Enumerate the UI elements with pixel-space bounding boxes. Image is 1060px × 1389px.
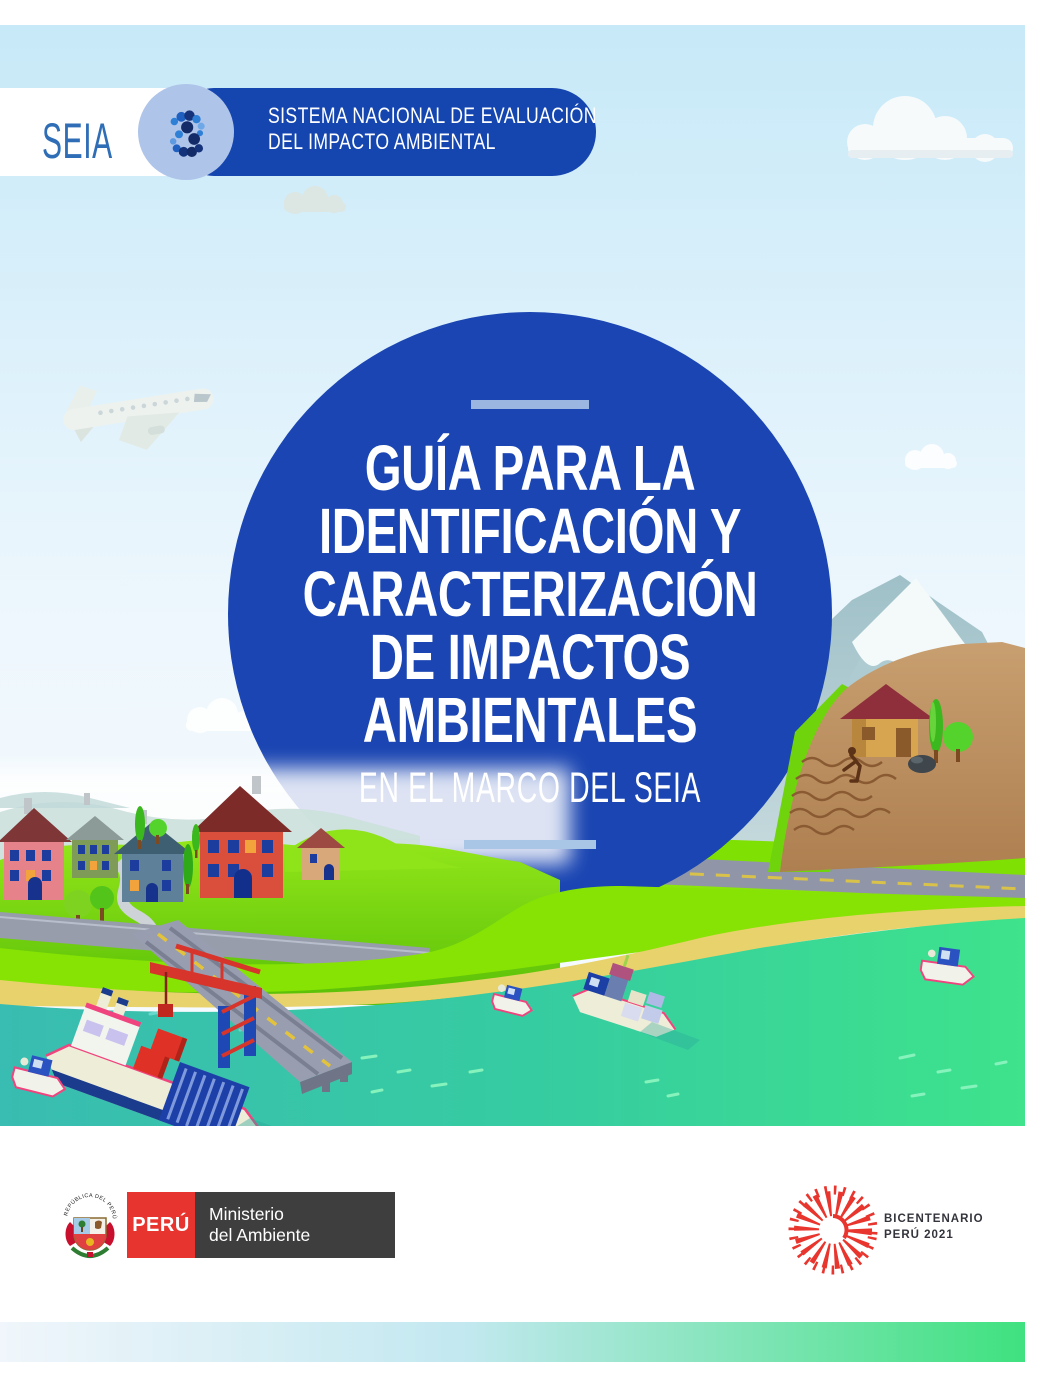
title-dash-bottom <box>464 840 596 849</box>
bicentenario-line2: PERÚ 2021 <box>884 1228 954 1241</box>
cover-title-block <box>170 400 890 849</box>
title-line: CARACTERIZACIÓN <box>302 558 758 630</box>
cover-title <box>264 432 797 756</box>
title-line: AMBIENTALES <box>362 684 698 756</box>
ministry-line2: del Ambiente <box>209 1225 311 1245</box>
coat-arc-text: REPÚBLICA DEL PERÚ <box>63 1192 118 1220</box>
system-name-line1: SISTEMA NACIONAL DE EVALUACIÓN <box>268 103 597 128</box>
seia-wordmark: SEIA <box>42 113 113 169</box>
ministry-logo <box>127 1192 395 1258</box>
seia-logo-badge <box>138 84 234 180</box>
seia-dots-icon <box>158 104 214 160</box>
cover-subtitle: EN EL MARCO DEL SEIA <box>358 764 702 812</box>
svg-text:REPÚBLICA DEL PERÚ <box>63 1193 118 1220</box>
bicentenario-line1: BICENTENARIO <box>884 1213 984 1225</box>
ministry-line1: Ministerio <box>209 1204 284 1224</box>
footer-gradient-bar <box>0 1322 1025 1362</box>
ministry-name-box <box>195 1192 395 1258</box>
title-line: IDENTIFICACIÓN Y <box>318 495 742 567</box>
peru-coat-of-arms-icon <box>62 1190 118 1264</box>
system-name <box>268 103 679 155</box>
bicentenario-text <box>884 1212 984 1243</box>
title-line: DE IMPACTOS <box>369 621 691 693</box>
title-line: GUÍA PARA LA <box>364 432 696 504</box>
system-name-line2: DEL IMPACTO AMBIENTAL <box>268 129 496 154</box>
bicentenario-starburst-icon <box>786 1183 881 1278</box>
peru-logo-box: PERÚ <box>127 1192 195 1258</box>
title-dash-top <box>471 400 589 409</box>
